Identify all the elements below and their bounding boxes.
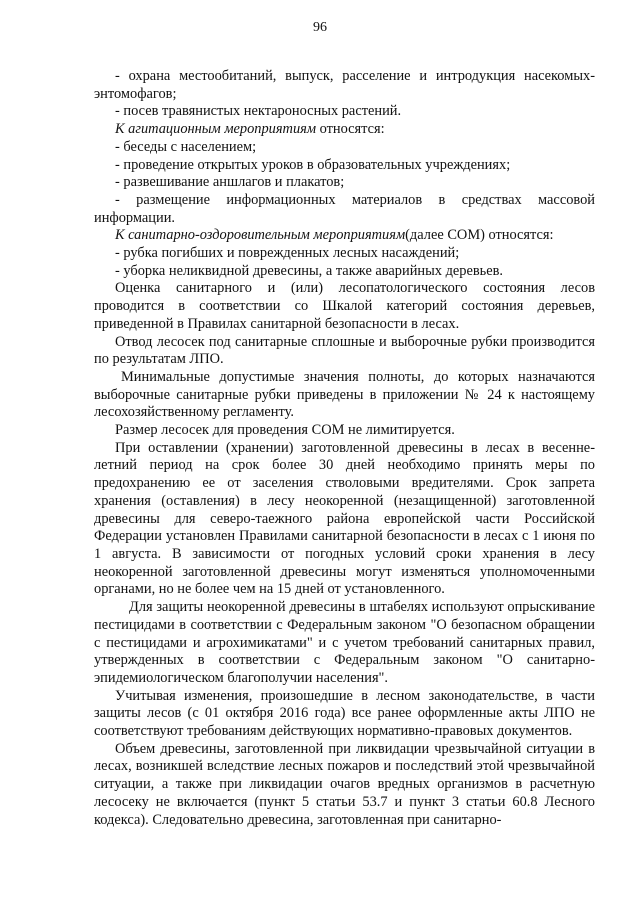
paragraph-agitation-heading (94, 121, 595, 139)
paragraph-lot-size: Размер лесосек для проведения СОМ не лимитируется. (115, 422, 455, 439)
agitation-heading-text: относятся: (316, 121, 385, 138)
paragraph-media: - размещение информационных материалов в средствах массовой информации. (94, 191, 595, 226)
paragraph-storage: При оставлении (хранении) заготовленной древесины в лесах в весенне-летний период на срок более 30 дней необходимо принять меры по предохранению ее от заселения стволовыми вредителями. Срок запрета хранения (оставления) в лесу неокоренной (незащищенной) заготовленной древесины для северо-таежного района европейской части Российской Федерации установлен Правилами санитарной безопасности в лесах с 1 июня по 1 августа. В зависимости от погодных условий сроки хранения в лесу неокоренной заготовленной древесины могут изменяться уполномоченными органами, но не более чем на 15 дней от установленного. (94, 439, 595, 598)
paragraph-entomophages: - охрана местообитаний, выпуск, расселение и интродукция насекомых-энтомофагов; (94, 68, 595, 102)
sanitary-heading-text: (далее СОМ) относятся: (405, 227, 554, 244)
paragraph-felling: - рубка погибших и поврежденных лесных насаждений; (115, 245, 460, 262)
document-body (94, 68, 595, 829)
paragraph-sanitary-heading (94, 227, 595, 245)
paragraph-cleanup: - уборка неликвидной древесины, а также аварийных деревьев. (115, 262, 503, 279)
paragraph-open-lessons: - проведение открытых уроков в образовательных учреждениях; (115, 156, 511, 173)
paragraph-nectar-plants: - посев травянистых нектароносных растений. (115, 103, 402, 120)
sanitary-heading-italic: К санитарно-оздоровительным мероприятиям (115, 227, 406, 244)
paragraph-allocation: Отвод лесосек под санитарные сплошные и выборочные рубки производится по результатам ЛПО. (94, 333, 595, 368)
paragraph-assessment: Оценка санитарного и (или) лесопатологического состояния лесов проводится в соответствии со Шкалой категорий состояния деревьев, приведенной в Правилах санитарной безопасности в лесах. (94, 280, 595, 332)
paragraph-protection: Для защиты неокоренной древесины в штабелях используют опрыскивание пестицидами в соответствии с Федеральным законом "О безопасном обращении с пестицидами и агрохимикатами" и с учетом требований санитарных правил, утвержденных в соответствии с Федеральным законом "О санитарно-эпидемиологическом благополучии населения". (94, 599, 595, 686)
page-number: 96 (313, 20, 327, 35)
paragraph-legislation: Учитывая изменения, произошедшие в лесном законодательстве, в части защиты лесов (с 01 октября 2016 года) все ранее оформленные акты ЛПО не соответствуют требованиям действующих нормативно-правовых документов. (94, 687, 595, 740)
paragraph-talks: - беседы с населением; (115, 138, 257, 155)
agitation-heading-italic: К агитационным мероприятиям (115, 121, 317, 138)
paragraph-volume: Объем древесины, заготовленной при ликвидации чрезвычайной ситуации в лесах, возникшей вследствие лесных пожаров и последствий этой чрезвычайной ситуации, а также при ликвидации очагов вредных организмов в расчетную лесосеку не включается (пункт 5 статьи 53.7 и пункт 3 статьи 60.8 Лесного кодекса). Следовательно древесина, заготовленная при санитарно- (94, 740, 595, 828)
paragraph-posters: - развешивание аншлагов и плакатов; (115, 174, 345, 191)
paragraph-density: Минимальные допустимые значения полноты, до которых назначаются выборочные санитарные рубки приведены в приложении № 24 к настоящему лесохозяйственному регламенту. (94, 368, 595, 421)
